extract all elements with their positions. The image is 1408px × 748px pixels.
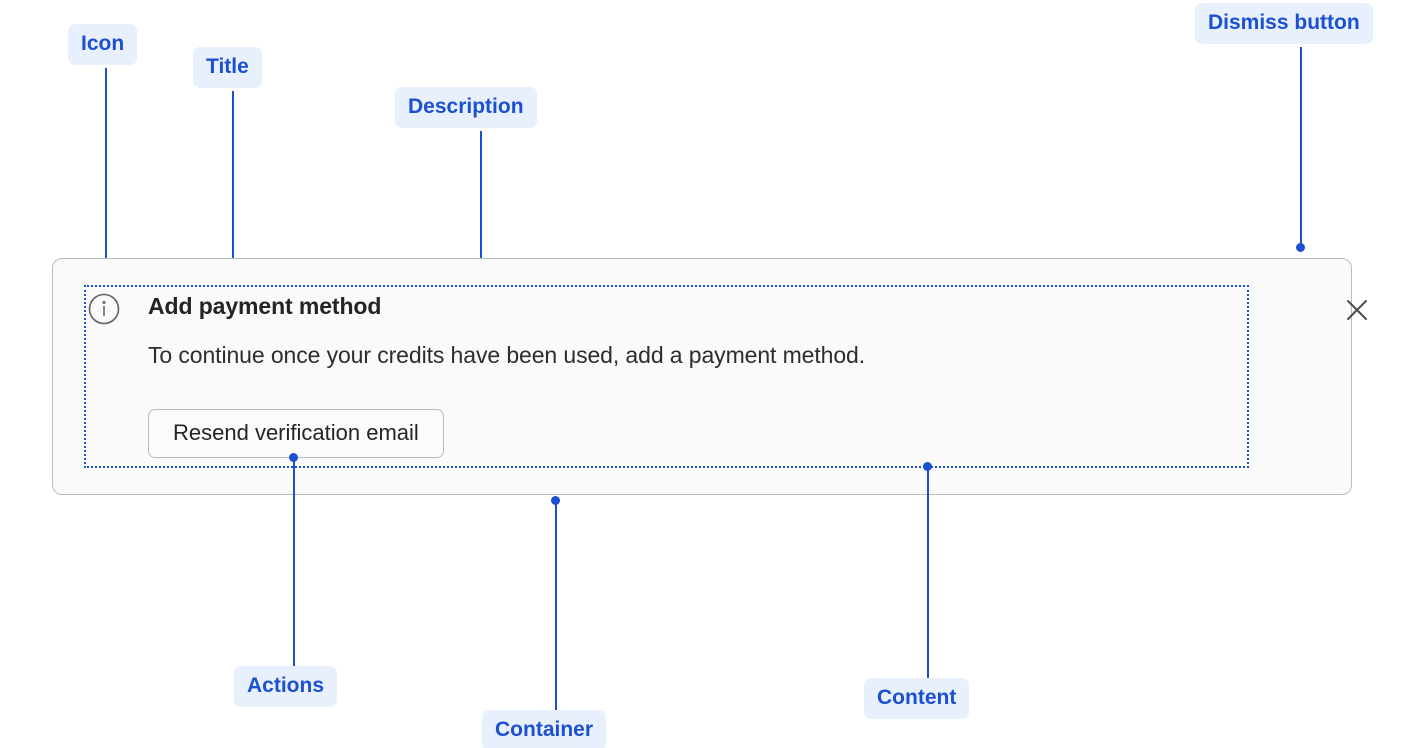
leader-line-icon <box>105 68 107 268</box>
annotation-label-title: Title <box>193 47 262 88</box>
close-icon <box>1344 297 1370 323</box>
annotation-label-container: Container <box>482 710 606 748</box>
leader-line-dismiss-button <box>1300 47 1302 249</box>
leader-line-container <box>555 500 557 710</box>
info-circle-icon <box>88 293 120 325</box>
leader-line-title <box>232 91 234 285</box>
annotation-label-content: Content <box>864 678 969 719</box>
dismiss-button[interactable] <box>1338 291 1376 329</box>
alert-description: To continue once your credits have been used, add a payment method. <box>148 342 865 368</box>
resend-verification-email-button[interactable]: Resend verification email <box>148 409 444 458</box>
leader-line-content <box>927 466 929 678</box>
annotation-label-description: Description <box>395 87 537 128</box>
annotation-label-icon: Icon <box>68 24 137 65</box>
annotation-label-dismiss-button: Dismiss button <box>1195 3 1373 44</box>
alert-actions <box>148 409 444 458</box>
leader-dot-dismiss-button <box>1296 243 1305 252</box>
alert-title: Add payment method <box>148 293 382 319</box>
annotation-label-actions: Actions <box>234 666 337 707</box>
leader-line-actions <box>293 457 295 666</box>
